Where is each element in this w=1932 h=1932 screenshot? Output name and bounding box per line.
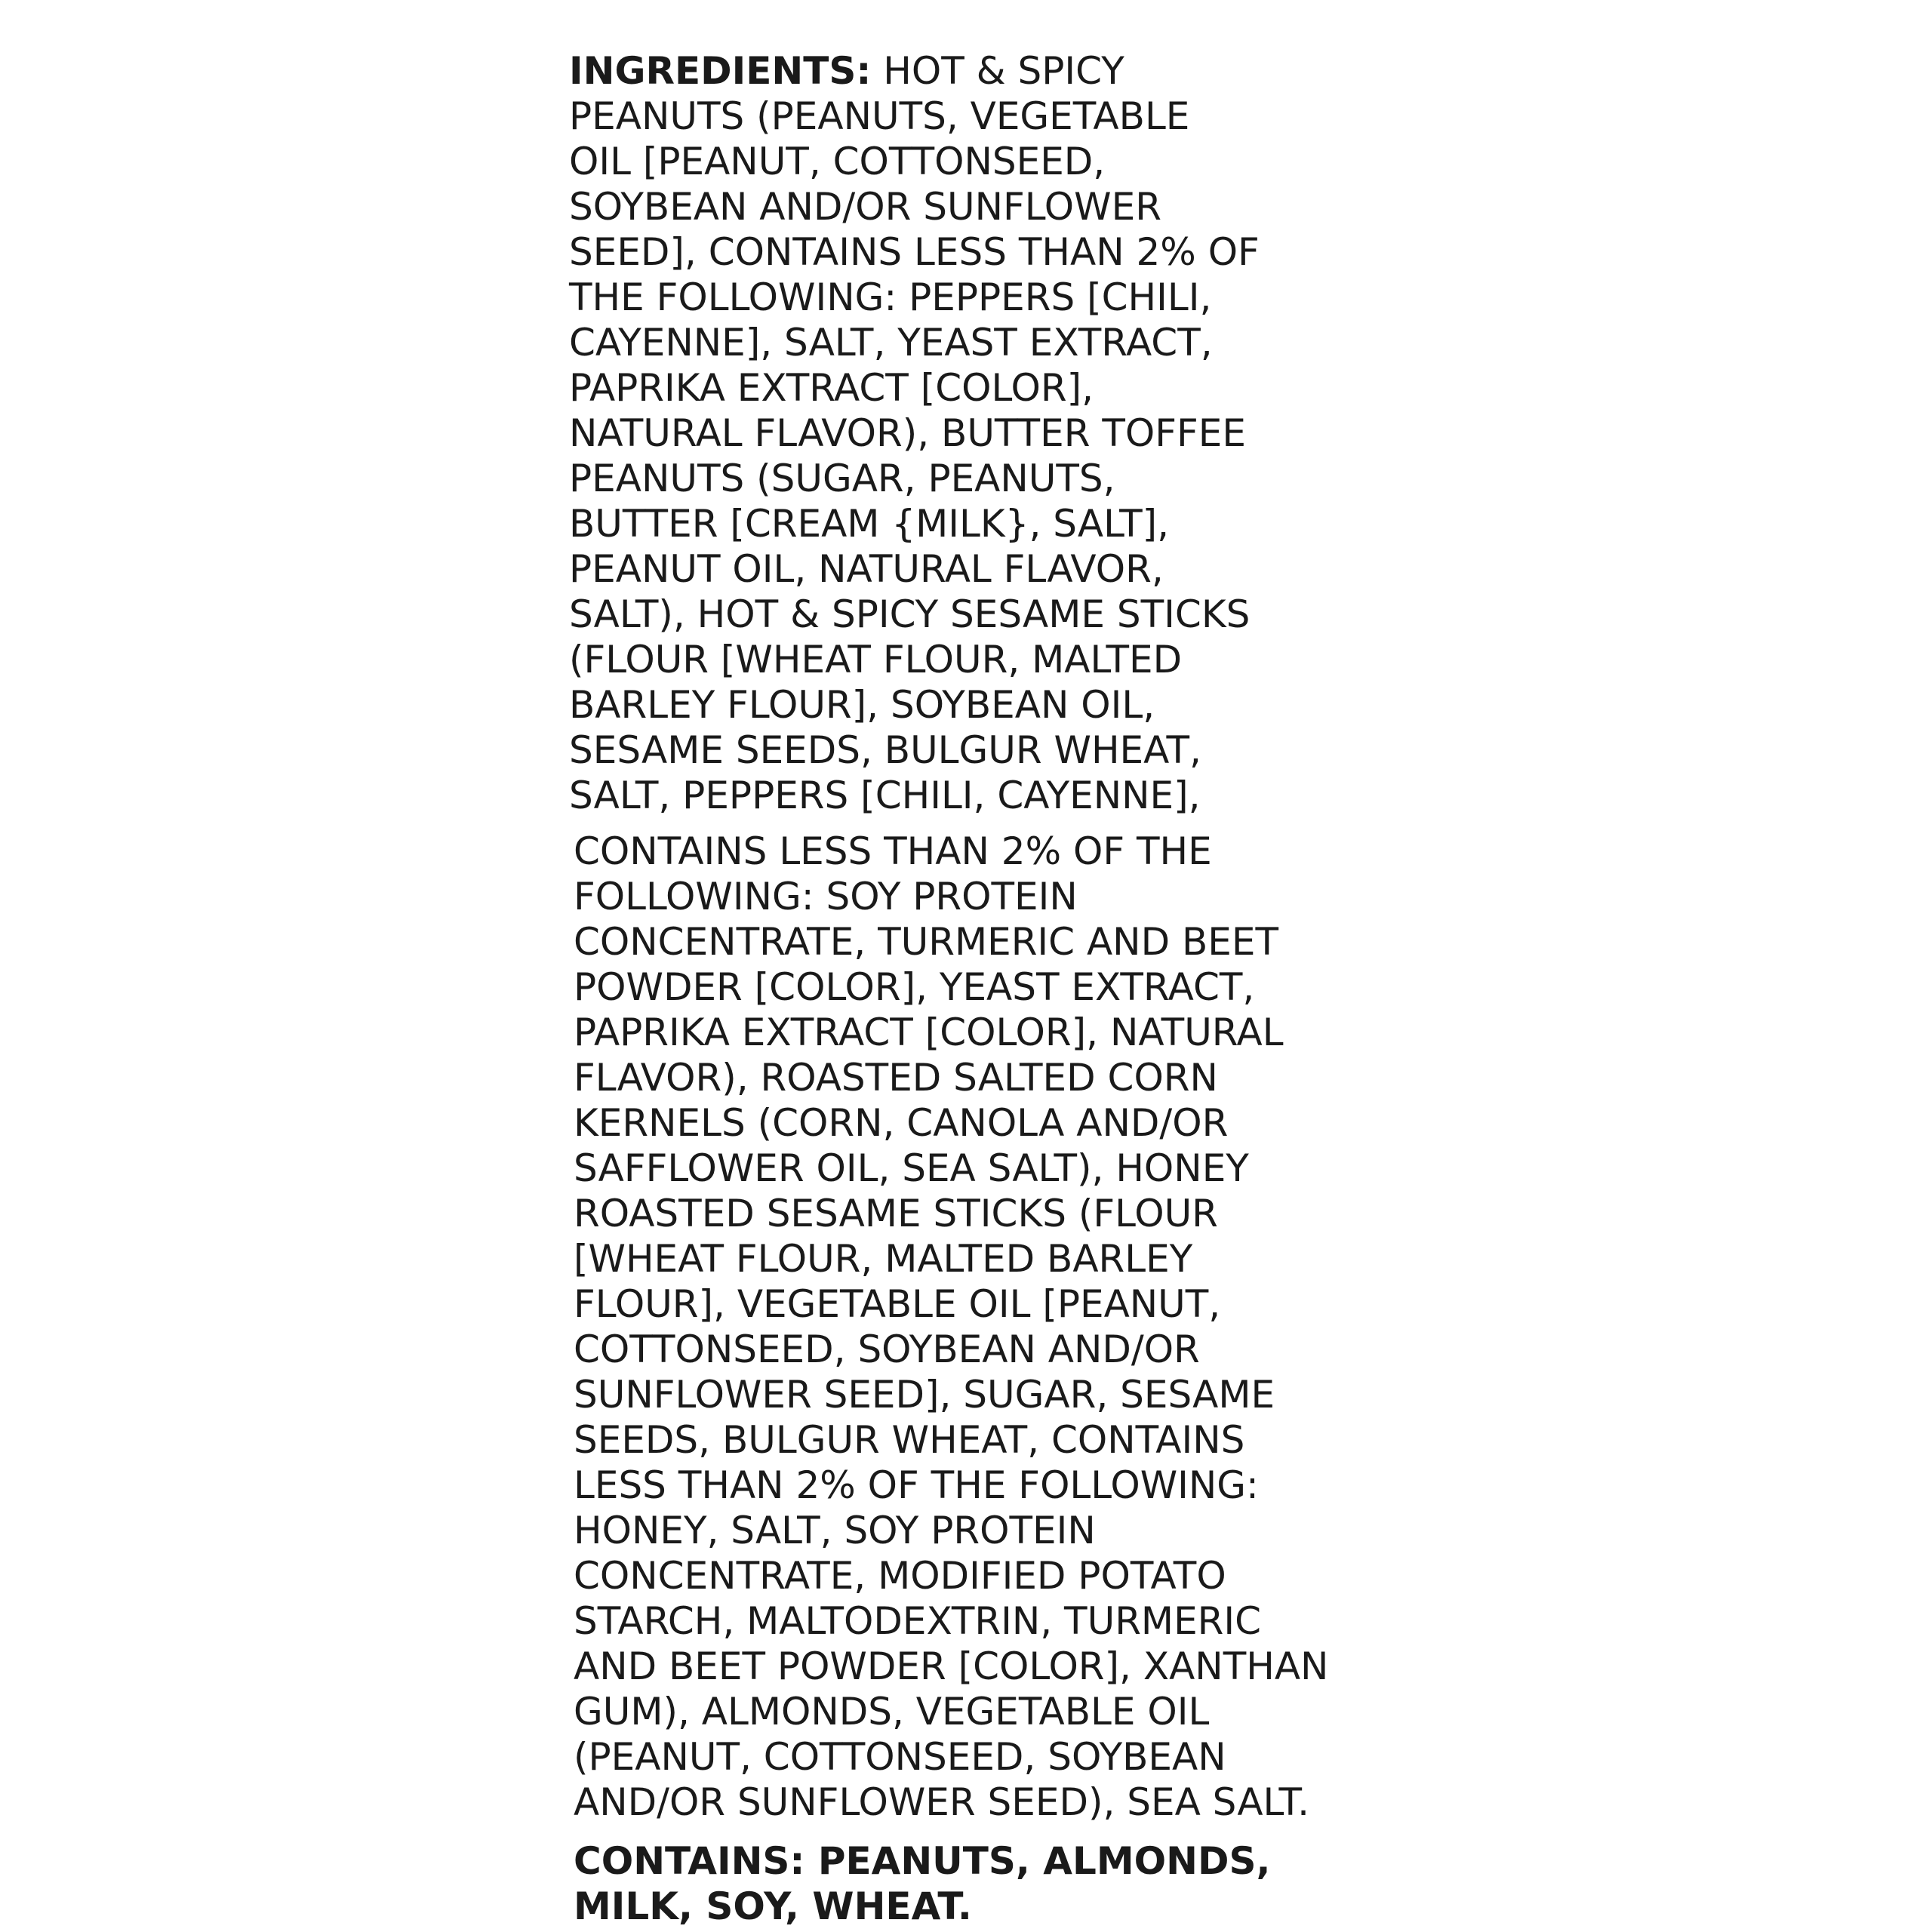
ingredients-line: CONTAINS LESS THAN 2% OF THE — [574, 829, 1212, 873]
allergen-contains-statement — [0, 1838, 1932, 1929]
ingredients-heading: INGREDIENTS: — [569, 49, 872, 93]
ingredients-line: BARLEY FLOUR], SOYBEAN OIL, — [569, 683, 1155, 727]
ingredients-line: SEED], CONTAINS LESS THAN 2% OF — [569, 230, 1260, 274]
contains-line: CONTAINS: PEANUTS, ALMONDS, — [574, 1839, 1271, 1883]
ingredients-line: FLOUR], VEGETABLE OIL [PEANUT, — [574, 1282, 1221, 1326]
ingredients-line: OIL [PEANUT, COTTONSEED, — [569, 140, 1106, 183]
ingredients-first-line-text: HOT & SPICY — [871, 49, 1124, 93]
ingredients-line: BUTTER [CREAM {MILK}, SALT], — [569, 502, 1170, 546]
ingredients-line: SOYBEAN AND/OR SUNFLOWER — [569, 185, 1161, 229]
ingredients-line: [WHEAT FLOUR, MALTED BARLEY — [574, 1237, 1193, 1281]
ingredients-line: (PEANUT, COTTONSEED, SOYBEAN — [574, 1735, 1226, 1779]
ingredients-line: SESAME SEEDS, BULGUR WHEAT, — [569, 728, 1201, 772]
ingredients-line: PEANUTS (PEANUTS, VEGETABLE — [569, 94, 1190, 138]
ingredients-line: PAPRIKA EXTRACT [COLOR], NATURAL — [574, 1011, 1284, 1054]
ingredients-line: LESS THAN 2% OF THE FOLLOWING: — [574, 1463, 1259, 1507]
ingredients-line: FOLLOWING: SOY PROTEIN — [574, 875, 1078, 918]
ingredients-line: COTTONSEED, SOYBEAN AND/OR — [574, 1327, 1200, 1371]
ingredients-line: SALT), HOT & SPICY SESAME STICKS — [569, 592, 1251, 636]
ingredients-line: AND BEET POWDER [COLOR], XANTHAN — [574, 1644, 1329, 1688]
ingredients-line: ROASTED SESAME STICKS (FLOUR — [574, 1192, 1218, 1235]
contains-line: MILK, SOY, WHEAT. — [574, 1884, 972, 1928]
ingredients-line: SUNFLOWER SEED], SUGAR, SESAME — [574, 1373, 1275, 1417]
ingredients-line: CAYENNE], SALT, YEAST EXTRACT, — [569, 321, 1213, 365]
ingredients-line — [0, 48, 1932, 94]
ingredients-line: (FLOUR [WHEAT FLOUR, MALTED — [569, 638, 1183, 681]
ingredients-line: GUM), ALMONDS, VEGETABLE OIL — [574, 1690, 1210, 1734]
ingredients-line: SAFFLOWER OIL, SEA SALT), HONEY — [574, 1146, 1249, 1190]
ingredients-line: CONCENTRATE, TURMERIC AND BEET — [574, 920, 1279, 964]
ingredients-line: PEANUT OIL, NATURAL FLAVOR, — [569, 547, 1164, 591]
ingredients-line: POWDER [COLOR], YEAST EXTRACT, — [574, 965, 1255, 1009]
ingredients-line: SEEDS, BULGUR WHEAT, CONTAINS — [574, 1418, 1245, 1462]
ingredients-line: STARCH, MALTODEXTRIN, TURMERIC — [574, 1599, 1262, 1643]
ingredients-line: SALT, PEPPERS [CHILI, CAYENNE], — [569, 774, 1201, 817]
ingredients-line: CONCENTRATE, MODIFIED POTATO — [574, 1554, 1226, 1598]
ingredients-line: AND/OR SUNFLOWER SEED), SEA SALT. — [574, 1780, 1310, 1824]
ingredients-line: KERNELS (CORN, CANOLA AND/OR — [574, 1101, 1229, 1145]
ingredients-line: FLAVOR), ROASTED SALTED CORN — [574, 1056, 1218, 1100]
ingredients-line: HONEY, SALT, SOY PROTEIN — [574, 1509, 1096, 1552]
ingredients-line: PAPRIKA EXTRACT [COLOR], — [569, 366, 1094, 410]
ingredients-line: THE FOLLOWING: PEPPERS [CHILI, — [569, 275, 1212, 319]
ingredients-block-part-1 — [0, 48, 1932, 818]
ingredients-block-part-2 — [0, 829, 1932, 1825]
ingredients-line: PEANUTS (SUGAR, PEANUTS, — [569, 457, 1115, 500]
ingredients-line: NATURAL FLAVOR), BUTTER TOFFEE — [569, 411, 1246, 455]
